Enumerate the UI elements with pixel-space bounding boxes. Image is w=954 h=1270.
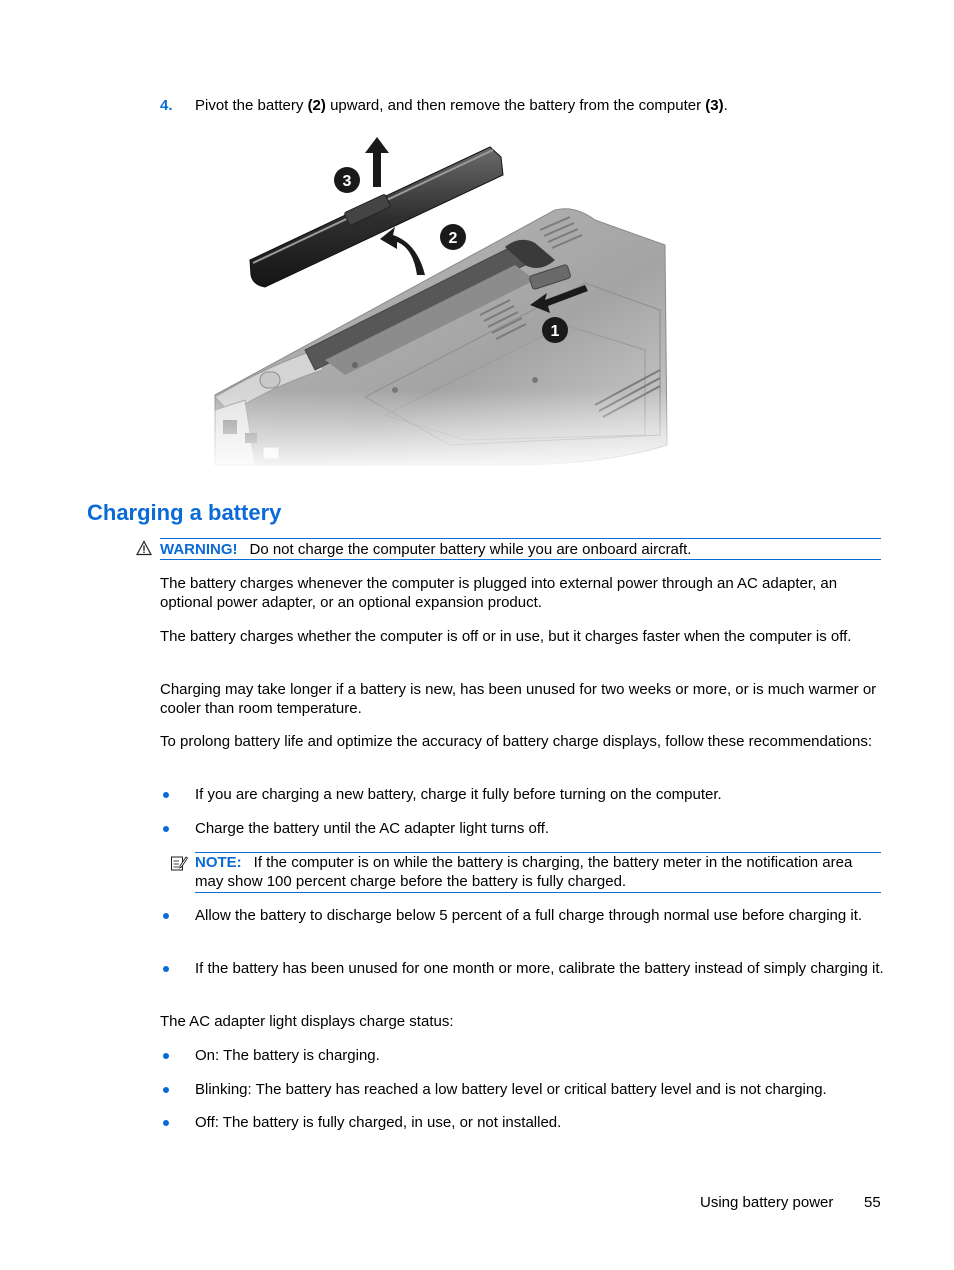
bullet-dot <box>163 1120 169 1126</box>
paragraph-external-power: The battery charges whenever the computer is plugged into external power through an AC adapter, an optional power adapter, or an optional expansion product. <box>160 575 838 611</box>
callout-1 <box>542 317 568 343</box>
warning-top-rule <box>160 538 881 539</box>
step-text-3: . <box>723 97 728 114</box>
list-item: Charge the battery until the AC adapter light turns off. <box>195 820 550 837</box>
list-item: If the battery has been unused for one month or more, calibrate the battery instead of simply charging it. <box>195 960 884 977</box>
note-label: NOTE: <box>195 854 242 871</box>
bullet-dot <box>163 826 169 832</box>
paragraph-charge-time: Charging may take longer if a battery is new, has been unused for two weeks or more, or is much warmer or cooler than room temperature. <box>160 681 877 717</box>
bullet-dot <box>163 913 169 919</box>
svg-text:2: 2 <box>448 230 458 247</box>
step-text-2: upward, and then remove the battery from the computer <box>325 97 706 114</box>
footer-section-title: Using battery power <box>700 1194 834 1211</box>
paragraph-status-intro: The AC adapter light displays charge status: <box>160 1013 454 1030</box>
paragraph-recommendations-intro: To prolong battery life and optimize the accuracy of battery charge displays, follow these recommendations: <box>160 733 873 750</box>
list-item: If you are charging a new battery, charge it fully before turning on the computer. <box>195 786 722 803</box>
warning-label: WARNING! <box>160 541 238 558</box>
warning-notice <box>160 540 881 559</box>
bullet-dot <box>163 966 169 972</box>
note-text: If the computer is on while the battery is charging, the battery meter in the notification area may show 100 percent charge before the battery is fully charged. <box>195 854 853 890</box>
callout-ref-2: (2) <box>307 97 326 114</box>
battery-removal-illustration <box>205 135 675 475</box>
note-pencil-icon <box>170 854 188 872</box>
bullet-dot <box>163 792 169 798</box>
note-notice <box>195 853 881 891</box>
note-bottom-rule <box>195 892 881 893</box>
callout-ref-3: (3) <box>705 97 724 114</box>
warning-text: Do not charge the computer battery while you are onboard aircraft. <box>249 541 692 558</box>
bullet-dot <box>163 1053 169 1059</box>
step-number: 4. <box>160 97 173 114</box>
section-heading: Charging a battery <box>87 500 282 525</box>
list-item: On: The battery is charging. <box>195 1047 380 1064</box>
warning-bottom-rule <box>160 559 881 560</box>
list-item: Blinking: The battery has reached a low battery level or critical battery level and is not charging. <box>195 1081 827 1098</box>
list-item: Allow the battery to discharge below 5 percent of a full charge through normal use before charging it. <box>195 907 863 924</box>
svg-text:3: 3 <box>342 173 352 190</box>
battery-removal-svg <box>205 135 675 475</box>
warning-triangle-icon <box>136 540 152 556</box>
bullet-dot <box>163 1087 169 1093</box>
callout-3 <box>334 167 360 193</box>
step-text-1: Pivot the battery <box>195 97 308 114</box>
page-number: 55 <box>864 1194 881 1211</box>
svg-text:1: 1 <box>550 323 560 340</box>
paragraph-charge-speed: The battery charges whether the computer is off or in use, but it charges faster when the computer is off. <box>160 628 852 645</box>
callout-2 <box>440 224 466 250</box>
step-instruction <box>195 96 885 115</box>
list-item: Off: The battery is fully charged, in use, or not installed. <box>195 1114 562 1131</box>
